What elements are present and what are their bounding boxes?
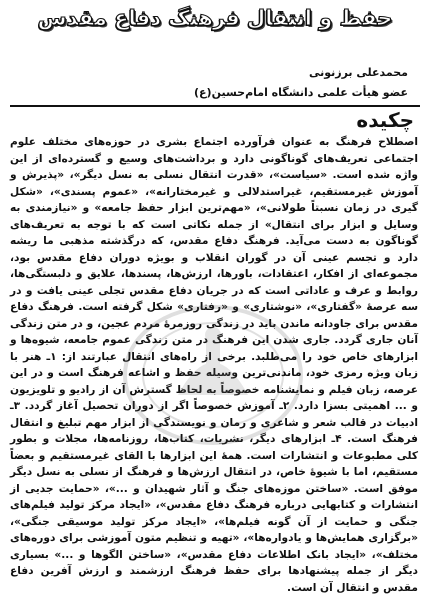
- abstract-body: [10, 134, 418, 596]
- abstract-paragraph: اصطلاح فرهنگ به عنوان فرآورده اجتماع بشری در حوزه‌های مختلف علوم اجتماعی تعریف‌های گوناگونی دارد و برداشت‌های وسیع و گسترده‌ای از این واژه شده است. «سیاست»، «قدرت انتقال نسلی به نسل دیگر»، «پذیرش و آموزش غیرمستقیم، غیراستدلالی و غیرمختارانه»، «عموم پسندی»، «شکل گیری در زمان نسبتاً طولانی»، «مهم‌ترین ابزار حفظ جامعه» و «نیازمندی به وسایل و ابزار برای انتقال» از جمله نکاتی است که با توجه به تعریف‌های گوناگون به دست می‌آید. فرهنگ دفاع مقدس، که درگذشته مذهبی ما ریشه دارد و تجسم عینی آن در گوران انقلاب و بویژه دوران دفاع مقدس بود، مجموعه‌ای از افکار، اعتقادات، باورها، ارزش‌ها، پسندها، علایق و دلبستگی‌ها، روابط و عرف و عاداتی است که در جریان دفاع مقدس تجلی عینی یافت و در سه عرصهٔ «گفتاری»، «نوشتاری» و «رفتاری» شکل گرفته است. فرهنگ دفاع مقدس برای جاودانه ماندن باید در زندگی روزمرهٔ مردم عجین، و در متن زندگی آنان جاری گردد. جاری شدن این فرهنگ در متن زندگی عموم جامعه، شیوه‌ها و ابزارهای خاص خود را می‌طلبد. برخی از راه‌های انتقال عبارتند از: ۱ـ هنر با زبان ویژه رمزی خود، ماندنی‌ترین وسیله حفظ و اشاعه فرهنگ است و در این عرصه، زبان فیلم و نمایشنامه خصوصاً به لحاظ گسترش آن از رادیو و تلویزیون و ... اهمیتی بسزا دارد. ۲ـ آموزش خصوصاً اگر از دوران تحصیل آغاز گردد. ۳ـ ادبیات در قالب شعر و شاعری و رمان و نویسندگی از ابزار مهم تبلیغ و انتقال فرهنگ است. ۴ـ ابزارهای دیگر، نشریات، کتاب‌ها، روزنامه‌ها، مجلات و بطور کلی مطبوعات و انتشارات است. همهٔ این ابزارها با القای غیرمستقیم و بعضاً مستقیم، اما با شیوهٔ خاص، در انتقال ارزش‌ها و فرهنگ از نسلی به نسل دیگر موفق است. «ساختن موزه‌های جنگ و آثار شهیدان و ...»، «حمایت جدیی از انتشارات و کتابهایی درباره فرهنگ دفاع مقدس»، «ایجاد مرکز تولید فیلم‌های جنگی و حمایت از آن گونه فیلم‌ها»، «ایجاد مرکز تولید موسیقی جنگی»، «برگزاری همایش‌ها و یادواره‌ها»، «تهیه و تنظیم متون آموزشی برای دوره‌های مختلف»، «ایجاد بانک اطلاعات دفاع مقدس»، «ساختن الگوها و ...» بسیاری دیگر از جمله پیشنهادها برای حفظ فرهنگ ارزشمند و ارزش آفرین دفاع مقدس و انتقال آن است.: [10, 136, 418, 594]
- page-title: حفظ و انتقال فرهنگ دفاع مقدس: [37, 6, 393, 30]
- author-name: محمدعلی برزنونی: [308, 66, 408, 79]
- abstract-heading: چکیده: [356, 108, 414, 132]
- author-affiliation: عضو هیأت علمی دانشگاه امام‌حسین(ع): [194, 86, 408, 99]
